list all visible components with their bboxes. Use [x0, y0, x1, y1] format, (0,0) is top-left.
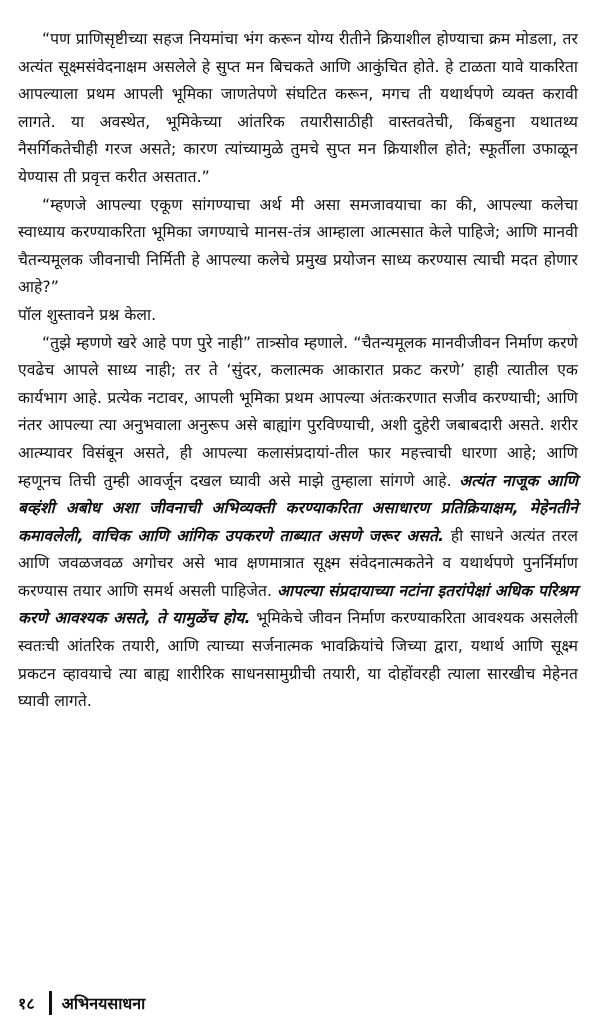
paragraph-text: भूमिकेचे जीवन निर्माण करण्याकरिता आवश्यक असलेली स्वतःची आंतरिक तयारी, आणि त्याच्या सर्जनात्मक भावक्रियांचे जिच्या द्वारा, यथार्थ आणि सूक्ष्म प्रकटन व्हावयाचे त्या बाह्य शारीरिक साधनसामुग्रीची तयारी, या दोहोंवरही त्याला सारखीच मेहेनत घ्यावी लागते. — [18, 609, 578, 711]
footer-divider — [49, 991, 52, 1015]
book-title: अभिनयसाधना — [61, 994, 146, 1013]
page-footer — [18, 988, 145, 1018]
paragraph-text: “पण प्राणिसृष्टीच्या सहज नियमांचा भंग करून योग्य रीतीने क्रियाशील होण्याचा क्रम मोडला, तर अत्यंत सूक्ष्मसंवेदनाक्षम असलेले हे सुप्त मन बिचकते आणि आकुंचित होते. हे टाळता यावे याकरिता आपल्याला प्रथम आपली भूमिका जाणतेपणे संघटित करून, मगच ती यथार्थपणे व्यक्त करावी लागते. या अवस्थेत, भूमिकेच्या आंतरिक तयारीसाठीही वास्तवतेची, किंबहुना यथातथ्य नैसर्गिकतेचीही गरज असते; कारण त्यांच्यामुळे तुमचे सुप्त मन क्रियाशील होते; स्फूर्तीला उफाळून येण्यास ती प्रवृत्त करीत असतात.” — [18, 30, 578, 186]
paragraph-text: ही साधने अत्यंत तरल आणि जवळजवळ अगोचर असे भाव क्षणमात्रात सूक्ष्म संवेदनात्मकतेने व यथार्थपणे पुनर्निर्माण करण्यास तयार आणि समर्थ असली पाहिजेत. — [18, 526, 578, 600]
paragraph — [18, 192, 578, 302]
paragraph-text: “म्हणजे आपल्या एकूण सांगण्याचा अर्थ मी असा समजावयाचा का की, आपल्या कलेचा स्वाध्याय करण्याकरिता भूमिका जगण्याचे मानस-तंत्र आम्हाला आत्मसात केले पाहिजे; आणि मानवी चैतन्यमूलक जीवनाची निर्मिती हे आपल्या कलेचे प्रमुख प्रयोजन साध्य करण्यास त्याची मदत होणार आहे?” — [18, 195, 578, 297]
body-text — [18, 26, 578, 716]
paragraph — [18, 330, 578, 716]
paragraph — [18, 302, 578, 330]
paragraph-text: “तुझे म्हणणे खरे आहे पण पुरे नाही” तात्र्सोव म्हणाले. “चैतन्यमूलक मानवीजीवन निर्माण करणे एवढेच आपले साध्य नाही; तर ते ‘सुंदर, कलात्मक आकारात प्रकट करणे’ हाही त्यातील एक कार्यभाग आहे. प्रत्येक नटावर, आपली भूमिका प्रथम आपल्या अंतःकरणात सजीव करण्याची; आणि नंतर आपल्या त्या अनुभवाला अनुरूप असे बाह्यांग पुरविण्याची, अशी दुहेरी जबाबदारी असते. शरीर आत्म्यावर विसंबून असते, ही आपल्या कलासंप्रदायां-तील फार महत्त्वाची धारणा आहे; आणि म्हणूनच तिची तुम्ही आवर्जून दखल घ्यावी असे माझे तुम्हाला सांगणे आहे. — [18, 333, 578, 490]
paragraph — [18, 26, 578, 192]
page-number: १८ — [18, 994, 35, 1013]
paragraph-text: पॉल शुस्तावने प्रश्न केला. — [18, 305, 157, 324]
emphasized-text: आपल्या संप्रदायाच्या नटांना इतरांपेक्षां अधिक परिश्रम करणे आवश्यक असते, ते यामुळेंच होय. — [18, 581, 578, 628]
emphasized-text: अत्यंत नाजूक आणि बव्हंशी अबोध अशा जीवनाची अभिव्यक्ती करण्याकरिता असाधारण प्रतिक्रियाक्षम, मेहेनतीने कमावलेली, वाचिक आणि आंगिक उपकरणे ताब्यात असणे जरूर असते. — [18, 471, 578, 545]
